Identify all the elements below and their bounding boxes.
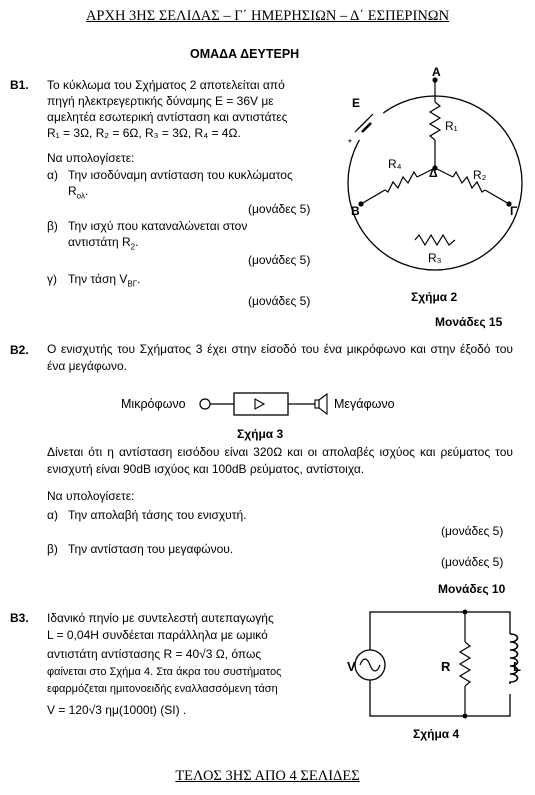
b2-a-text: Την απολαβή τάσης του ενισχυτή. (68, 508, 247, 522)
b2-total-marks: Μονάδες 10 (438, 582, 506, 596)
b1-b-label: β) (47, 219, 58, 233)
b1-b-text: Την ισχύ που καταναλώνεται στον (68, 219, 248, 233)
fig2-node-a: Α (432, 65, 441, 79)
fig4-caption: Σχήμα 4 (413, 727, 460, 741)
question-number-b1: Β1. (10, 78, 29, 92)
b1-a-label: α) (47, 168, 58, 182)
b2-a-marks: (μονάδες 5) (441, 524, 504, 538)
b1-b-end: . (135, 235, 139, 249)
question-number-b2: Β2. (10, 343, 29, 357)
b1-text-line-4: R₁ = 3Ω, R₂ = 6Ω, R₃ = 3Ω, R₄ = 4Ω. (47, 126, 241, 140)
page-header: ΑΡΧΗ 3ΗΣ ΣΕΛΙΔΑΣ – Γ΄ ΗΜΕΡΗΣΙΩΝ – Δ΄ ΕΣΠΕΡΙΝΩΝ (85, 8, 450, 24)
b3-text-line-6: V = 120√3 ημ(1000t) (SI) . (47, 703, 187, 717)
fig2-r1-label: R₁ (445, 119, 458, 133)
figure-3-amplifier (198, 388, 338, 420)
b1-text-line-1: Το κύκλωμα του Σχήματος 2 αποτελείται από (47, 78, 285, 92)
b1-a-symbol: R (68, 184, 77, 198)
microphone-label: Μικρόφωνο (121, 397, 186, 411)
b1-c-subscript: ΒΓ (127, 279, 138, 289)
b3-text-line-1: Ιδανικό πηνίο με συντελεστή αυτεπαγωγής (47, 611, 274, 625)
b1-a-subscript: ολ (76, 191, 85, 201)
b2-compute-intro: Να υπολογίσετε: (47, 489, 135, 503)
fig2-node-b: Β (351, 204, 360, 218)
b1-b-marks: (μονάδες 5) (248, 253, 311, 267)
battery-minus-sign: * (348, 138, 352, 149)
b1-c-marks: (μονάδες 5) (248, 294, 311, 308)
b1-compute-intro: Να υπολογίσετε: (47, 151, 135, 165)
b1-a-text: Την ισοδύναμη αντίσταση του κυκλώματος (68, 168, 293, 182)
b1-text-line-3: αμελητέα εσωτερική αντίσταση και αντιστάτες (47, 110, 288, 124)
b2-intro: Ο ενισχυτής του Σχήματος 3 έχει στην είσοδό του ένα μικρόφωνο και στην έξοδό του ένα μεγάφωνο. (47, 342, 513, 373)
fig2-r4-label: R₄ (388, 157, 402, 171)
fig2-node-g: Γ (510, 204, 518, 218)
fig3-caption: Σχήμα 3 (237, 427, 284, 441)
b1-c-label: γ) (47, 272, 57, 286)
b1-total-marks: Μονάδες 15 (435, 315, 503, 329)
b1-c-main: Την τάση V (68, 272, 128, 286)
b1-b-text-2 (68, 235, 138, 251)
fig2-source-e: Ε (352, 96, 361, 110)
b1-a-marks: (μονάδες 5) (248, 202, 311, 216)
b2-a-label: α) (47, 508, 58, 522)
b2-b-label: β) (47, 542, 58, 556)
b1-b-subscript: 2 (130, 242, 136, 252)
group-title: ΟΜΑΔΑ ΔΕΥΤΕΡΗ (190, 47, 300, 61)
question-number-b3: Β3. (10, 611, 29, 625)
fig2-r3-label: R₃ (428, 251, 442, 265)
b3-text-line-5: εφαρμόζεται ημιτονοειδής εναλλασσόμενη τάση (47, 683, 278, 695)
b1-c-text (68, 272, 140, 288)
fig2-r2-label: R₂ (473, 168, 487, 182)
b2-b-text: Την αντίσταση του μεγαφώνου. (68, 542, 234, 556)
speaker-label: Μεγάφωνο (334, 397, 395, 411)
fig2-caption: Σχήμα 2 (411, 290, 458, 304)
b3-text-line-2: L = 0,04H συνδέεται παράλληλα με ωμικό (47, 628, 268, 642)
page-footer: ΤΕΛΟΣ 3ΗΣ ΑΠΟ 4 ΣΕΛΙΔΕΣ (175, 768, 360, 784)
b1-a-text-2 (68, 184, 88, 200)
fig4-resistor-r: R (441, 659, 451, 674)
fig4-inductor-l: L (513, 659, 521, 674)
b1-c-end: . (137, 272, 141, 286)
b1-a-end: . (84, 184, 89, 198)
b3-text-line-4: φαίνεται στο Σχήμα 4. Στα άκρα του συστήματος (47, 666, 282, 678)
fig4-source-v: V (347, 659, 356, 674)
fig2-node-d: Δ (429, 166, 438, 180)
b1-b-symbol: αντιστάτη R (68, 235, 131, 249)
b2-given: Δίνεται ότι η αντίσταση εισόδου είναι 320Ω και οι απολαβές ισχύος και ρεύματος του ενισχυτή είναι 90dB ισχύος και 100dB ρεύματος, αντίστοιχα. (47, 445, 513, 476)
b2-b-marks: (μονάδες 5) (441, 555, 504, 569)
b3-text-line-3: αντιστάτη αντίστασης R = 40√3 Ω, όπως (47, 647, 262, 661)
b1-text-line-2: πηγή ηλεκτρεγερτικής δύναμης Ε = 36V με (47, 94, 274, 108)
figure-4-circuit (348, 608, 528, 720)
